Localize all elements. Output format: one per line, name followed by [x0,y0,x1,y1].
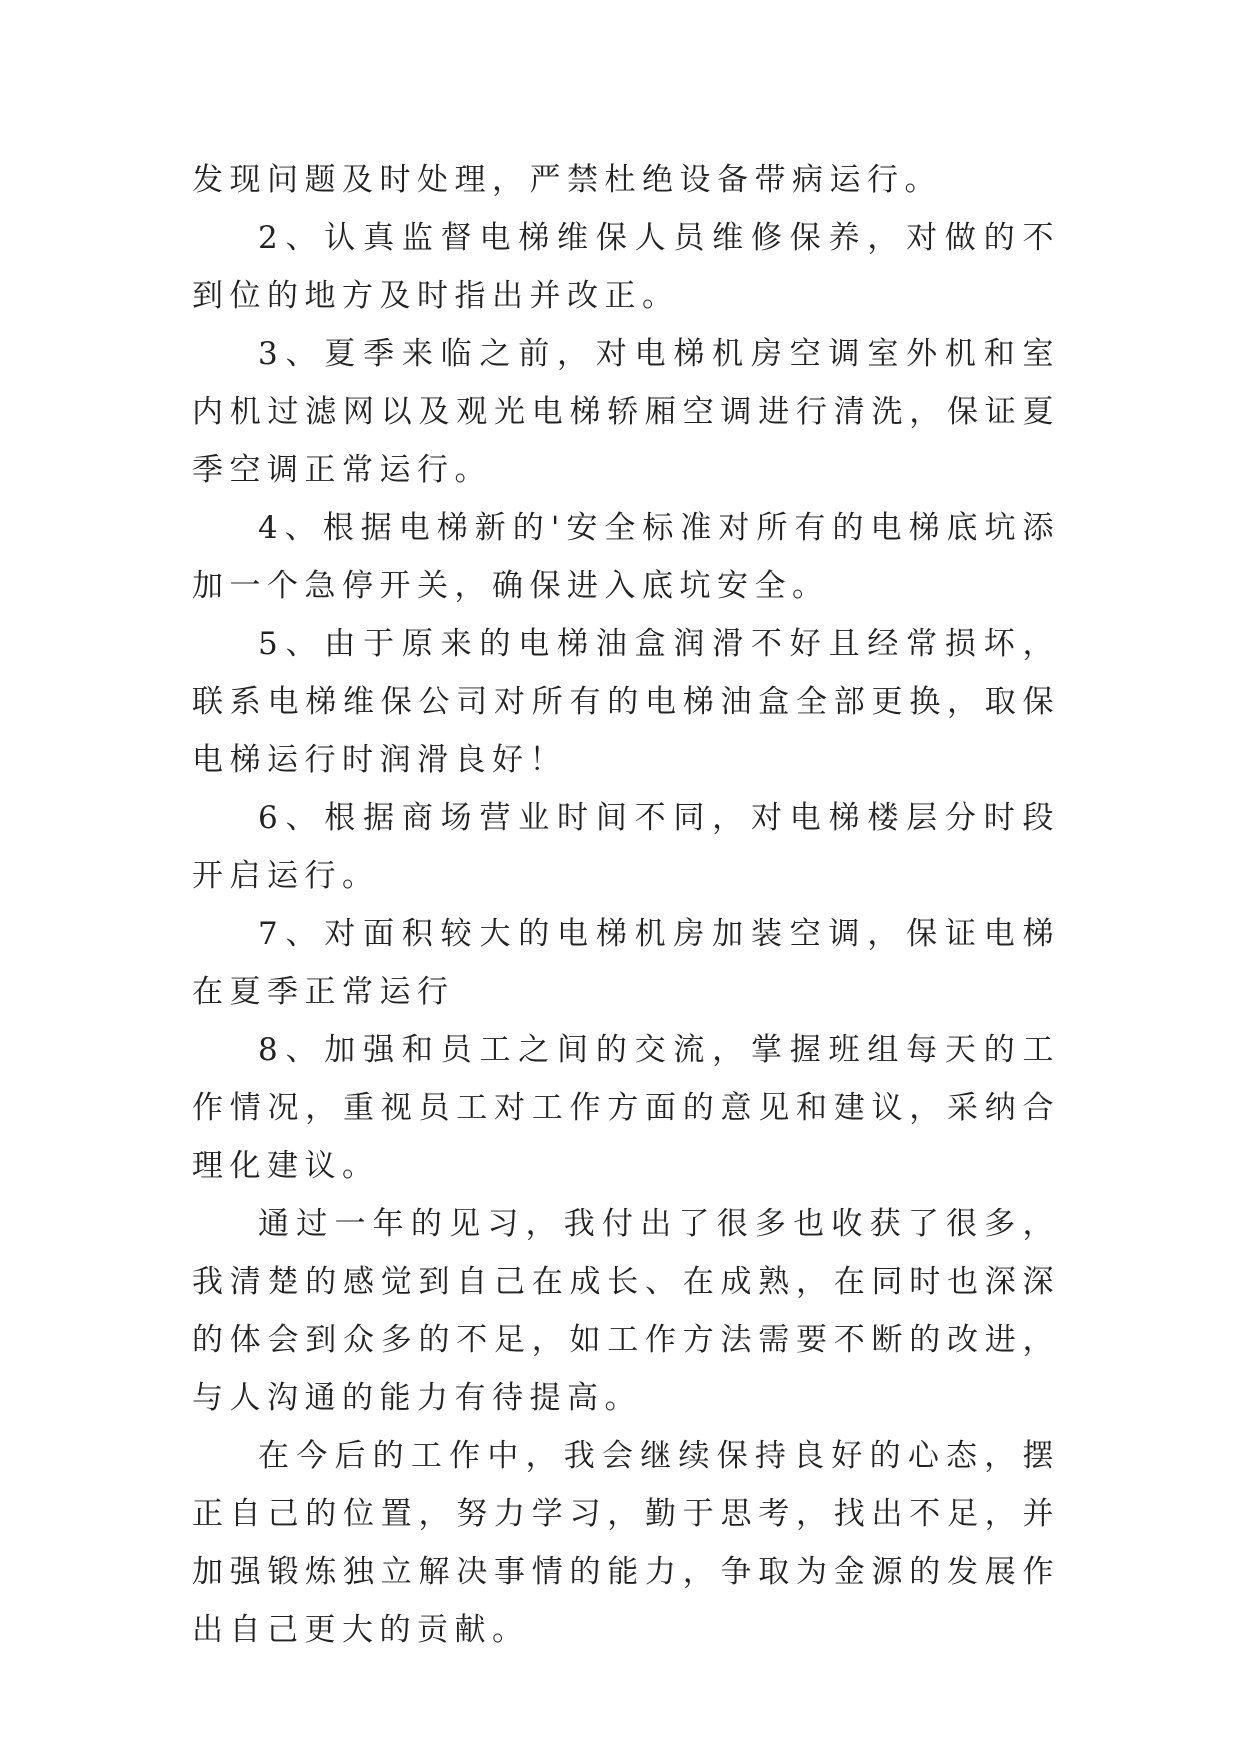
paragraph-continuation: 发现问题及时处理，严禁杜绝设备带病运行。 [192,162,942,198]
paragraph-item-6: 6、根据商场营业时间不同，对电梯楼层分时段开启运行。 [192,800,1060,894]
paragraph-item-5: 5、由于原来的电梯油盒润滑不好且经常损坏，联系电梯维保公司对所有的电梯油盒全部更换，取保电梯运行时润滑良好！ [192,626,1060,778]
paragraph-reflection: 通过一年的见习，我付出了很多也收获了很多，我清楚的感觉到自己在成长、在成熟，在同时也深深的体会到众多的不足，如工作方法需要不断的改进，与人沟通的能力有待提高。 [192,1206,1060,1416]
paragraph-item-3: 3、夏季来临之前，对电梯机房空调室外机和室内机过滤网以及观光电梯轿厢空调进行清洗，保证夏季空调正常运行。 [192,336,1060,488]
paragraph-conclusion: 在今后的工作中，我会继续保持良好的心态，摆正自己的位置，努力学习，勤于思考，找出不足，并加强锻炼独立解决事情的能力，争取为金源的发展作出自己更大的贡献。 [192,1438,1060,1648]
paragraph-item-4: 4、根据电梯新的'安全标准对所有的电梯底坑添加一个急停开关，确保进入底坑安全。 [192,510,1060,604]
paragraph-item-8: 8、加强和员工之间的交流，掌握班组每天的工作情况，重视员工对工作方面的意见和建议，采纳合理化建议。 [192,1032,1060,1184]
paragraph-item-2: 2、认真监督电梯维保人员维修保养，对做的不到位的地方及时指出并改正。 [192,220,1060,314]
document-body [192,151,1060,1659]
paragraph-item-7: 7、对面积较大的电梯机房加装空调，保证电梯在夏季正常运行 [192,916,1060,1010]
